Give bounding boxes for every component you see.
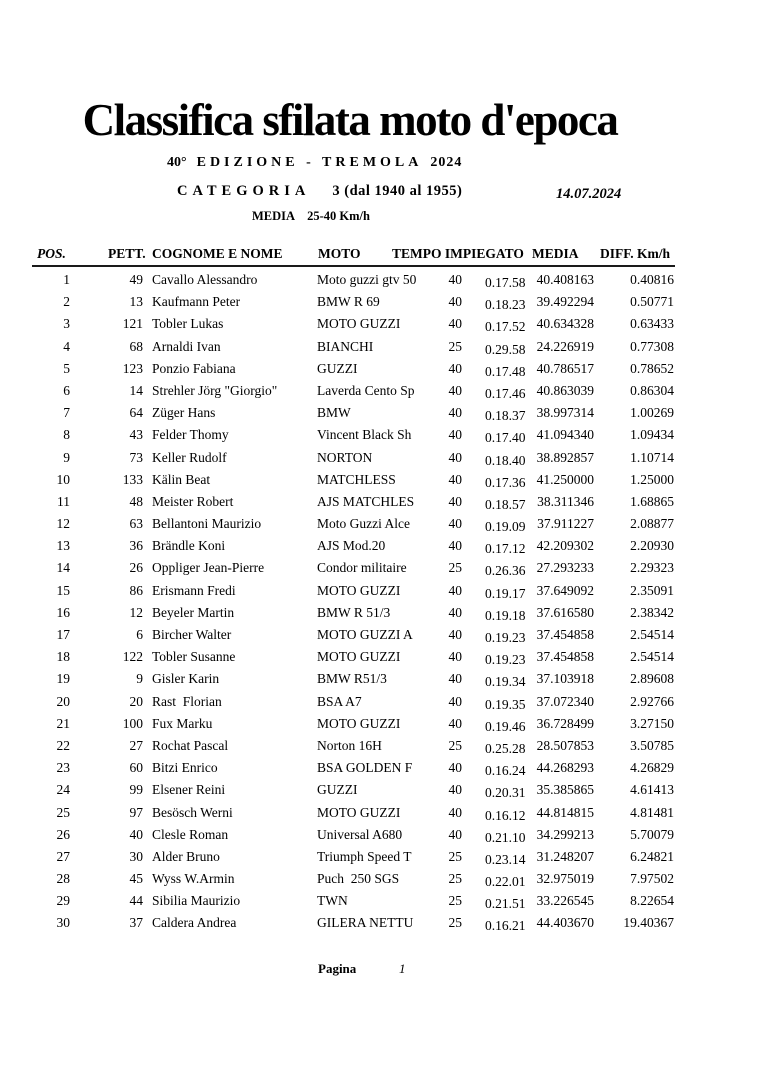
cell-bib-number: 121	[122, 316, 143, 332]
cell-difference: 1.68865	[630, 493, 674, 509]
cell-target-speed: 40	[448, 316, 462, 332]
column-header-pett: PETT.	[108, 246, 146, 261]
header-divider-line	[32, 265, 675, 267]
cell-bib-number: 30	[129, 848, 143, 864]
cell-bib-number: 27	[129, 737, 143, 753]
cell-position: 17	[56, 627, 70, 642]
cell-bib-number: 44	[129, 893, 143, 909]
cell-bib-number: 49	[129, 272, 143, 287]
cell-difference: 4.61413	[630, 782, 674, 798]
cell-difference: 0.77308	[630, 338, 674, 354]
cell-target-speed: 25	[448, 848, 462, 864]
table-row	[32, 691, 674, 713]
cell-average: 37.454858	[536, 627, 594, 642]
cell-position: 26	[56, 826, 70, 842]
cell-position: 20	[56, 693, 70, 709]
cell-rider-name: Caldera Andrea	[152, 915, 237, 931]
cell-rider-name: Arnaldi Ivan	[152, 338, 221, 354]
cell-bib-number: 99	[129, 782, 143, 798]
cell-bib-number: 68	[129, 338, 143, 354]
cell-time: 0.16.12	[485, 807, 526, 823]
cell-position: 25	[56, 804, 70, 820]
cell-motorcycle: Moto Guzzi Alce	[317, 516, 410, 532]
cell-target-speed: 25	[448, 871, 462, 887]
cell-average: 41.094340	[536, 427, 594, 443]
cell-motorcycle: BMW R 51/3	[317, 604, 391, 620]
cell-difference: 1.00269	[630, 405, 674, 421]
cell-time: 0.29.58	[485, 341, 526, 357]
column-header-pos: POS.	[37, 246, 66, 261]
cell-time: 0.19.46	[485, 718, 526, 734]
cell-target-speed: 25	[448, 893, 462, 909]
column-header-media: MEDIA	[532, 246, 579, 261]
cell-bib-number: 13	[129, 294, 143, 310]
table-row	[32, 757, 674, 779]
cell-position: 28	[56, 871, 70, 887]
cell-target-speed: 40	[448, 582, 462, 598]
cell-position: 23	[56, 760, 70, 776]
cell-rider-name: Beyeler Martin	[152, 604, 235, 620]
table-row	[32, 668, 674, 690]
cell-position: 22	[56, 737, 70, 753]
table-row	[32, 269, 674, 291]
cell-bib-number: 37	[129, 915, 143, 931]
cell-average: 44.268293	[536, 760, 594, 776]
cell-position: 1	[63, 272, 70, 287]
cell-motorcycle: MOTO GUZZI	[317, 804, 401, 820]
cell-target-speed: 25	[448, 737, 462, 753]
cell-average: 28.507853	[536, 737, 594, 753]
cell-difference: 2.54514	[630, 627, 674, 642]
cell-difference: 2.20930	[630, 538, 674, 554]
table-row	[32, 580, 674, 602]
cell-time: 0.17.48	[485, 363, 526, 379]
results-table-body	[32, 269, 674, 935]
cell-motorcycle: AJS Mod.20	[317, 538, 386, 554]
cell-motorcycle: Universal A680	[317, 826, 403, 842]
cell-difference: 1.09434	[630, 427, 674, 443]
table-row	[32, 624, 674, 646]
cell-motorcycle: Moto guzzi gtv 50	[317, 272, 417, 287]
cell-average: 36.728499	[536, 715, 594, 731]
cell-rider-name: Keller Rudolf	[152, 449, 227, 465]
cell-position: 3	[63, 316, 70, 332]
cell-position: 9	[63, 449, 70, 465]
cell-difference: 5.70079	[630, 826, 674, 842]
cell-target-speed: 40	[448, 516, 462, 532]
cell-rider-name: Oppliger Jean-Pierre	[152, 560, 265, 576]
table-row	[32, 846, 674, 868]
cell-position: 21	[56, 715, 70, 731]
cell-bib-number: 26	[129, 560, 143, 576]
media-value: 25-40 Km/h	[307, 209, 370, 223]
table-row	[32, 602, 674, 624]
cell-target-speed: 40	[448, 826, 462, 842]
cell-target-speed: 40	[448, 427, 462, 443]
table-row	[32, 513, 674, 535]
cell-difference: 3.27150	[630, 715, 674, 731]
cell-bib-number: 48	[129, 493, 143, 509]
cell-average: 35.385865	[536, 782, 594, 798]
cell-difference: 0.40816	[630, 272, 674, 287]
category-subtitle	[177, 183, 462, 200]
cell-average: 37.911227	[537, 516, 594, 532]
cell-target-speed: 40	[448, 760, 462, 776]
cell-motorcycle: MOTO GUZZI A	[317, 627, 413, 642]
cell-rider-name: Rast Florian	[152, 693, 222, 709]
cell-time: 0.20.31	[485, 785, 526, 801]
cell-average: 40.786517	[536, 360, 594, 376]
cell-target-speed: 40	[448, 604, 462, 620]
cell-difference: 3.50785	[630, 737, 674, 753]
cell-time: 0.16.21	[485, 918, 526, 934]
edition-text: EDIZIONE - TREMOLA	[196, 155, 423, 170]
cell-rider-name: Tobler Lukas	[152, 316, 224, 332]
cell-target-speed: 40	[448, 649, 462, 665]
cell-average: 31.248207	[536, 848, 594, 864]
cell-rider-name: Züger Hans	[152, 405, 216, 421]
cell-average: 24.226919	[536, 338, 594, 354]
cell-bib-number: 20	[129, 693, 143, 709]
cell-motorcycle: BIANCHI	[317, 338, 374, 354]
cell-rider-name: Wyss W.Armin	[152, 871, 235, 887]
page-title: Classifica sfilata moto d'epoca	[82, 95, 618, 145]
cell-target-speed: 40	[448, 627, 462, 642]
cell-difference: 2.54514	[630, 649, 674, 665]
table-row	[32, 802, 674, 824]
cell-rider-name: Tobler Susanne	[152, 649, 236, 665]
cell-difference: 0.78652	[630, 360, 674, 376]
cell-time: 0.19.23	[485, 630, 526, 645]
cell-difference: 0.86304	[630, 382, 674, 398]
cell-bib-number: 14	[129, 382, 143, 398]
cell-time: 0.19.35	[485, 696, 526, 712]
cell-average: 44.814815	[536, 804, 594, 820]
cell-position: 7	[63, 405, 70, 421]
cell-position: 29	[56, 893, 70, 909]
cell-difference: 6.24821	[630, 848, 674, 864]
cell-rider-name: Kaufmann Peter	[152, 294, 241, 310]
cell-time: 0.19.23	[485, 652, 526, 668]
cell-difference: 2.89608	[630, 671, 674, 687]
cell-target-speed: 40	[448, 804, 462, 820]
table-row	[32, 291, 674, 313]
cell-average: 41.250000	[536, 471, 594, 487]
column-header-diff: DIFF. Km/h	[600, 246, 671, 261]
cell-rider-name: Elsener Reini	[152, 782, 226, 798]
cell-motorcycle: Norton 16H	[317, 737, 382, 753]
cell-motorcycle: MOTO GUZZI	[317, 316, 401, 332]
cell-target-speed: 40	[448, 294, 462, 310]
cell-average: 27.293233	[536, 560, 594, 576]
cell-average: 42.209302	[536, 538, 594, 554]
cell-motorcycle: Vincent Black Sh	[317, 427, 412, 443]
cell-average: 37.072340	[536, 693, 594, 709]
cell-difference: 19.40367	[623, 915, 674, 931]
cell-rider-name: Cavallo Alessandro	[152, 272, 258, 287]
cell-time: 0.16.24	[485, 763, 526, 779]
table-row	[32, 713, 674, 735]
cell-bib-number: 6	[136, 627, 143, 642]
cell-bib-number: 123	[122, 360, 143, 376]
cell-bib-number: 122	[122, 649, 143, 665]
cell-bib-number: 36	[129, 538, 143, 554]
cell-motorcycle: GUZZI	[317, 782, 358, 798]
cell-motorcycle: BMW R 69	[317, 294, 380, 310]
cell-time: 0.17.58	[485, 275, 526, 290]
cell-average: 40.863039	[536, 382, 594, 398]
cell-rider-name: Meister Robert	[152, 493, 234, 509]
cell-rider-name: Bellantoni Maurizio	[152, 516, 262, 532]
cell-rider-name: Kälin Beat	[152, 471, 211, 487]
cell-position: 10	[56, 471, 70, 487]
table-row	[32, 402, 674, 424]
cell-difference: 1.25000	[630, 471, 674, 487]
cell-bib-number: 64	[129, 405, 143, 421]
cell-motorcycle: MOTO GUZZI	[317, 715, 401, 731]
table-row	[32, 779, 674, 801]
cell-motorcycle: GUZZI	[317, 360, 358, 376]
cell-average: 37.616580	[536, 604, 594, 620]
cell-position: 2	[63, 294, 70, 310]
cell-position: 14	[56, 560, 70, 576]
cell-rider-name: Rochat Pascal	[152, 737, 229, 753]
cell-motorcycle: MATCHLESS	[317, 471, 396, 487]
column-header-moto: MOTO	[318, 246, 361, 261]
media-subtitle	[252, 209, 370, 224]
cell-difference: 7.97502	[630, 871, 674, 887]
table-row	[32, 447, 674, 469]
cell-average: 37.649092	[536, 582, 594, 598]
table-row	[32, 890, 674, 912]
cell-average: 39.492294	[536, 294, 594, 310]
cell-average: 33.226545	[536, 893, 594, 909]
cell-time: 0.22.01	[485, 874, 526, 890]
cell-target-speed: 25	[448, 915, 462, 931]
cell-bib-number: 100	[122, 715, 143, 731]
footer-page-number: 1	[399, 961, 406, 976]
table-row	[32, 313, 674, 335]
cell-motorcycle: Laverda Cento Sp	[317, 382, 415, 398]
cell-bib-number: 97	[129, 804, 143, 820]
cell-time: 0.17.40	[485, 430, 526, 446]
table-row	[32, 868, 674, 890]
cell-target-speed: 25	[448, 338, 462, 354]
cell-position: 15	[56, 582, 70, 598]
cell-rider-name: Strehler Jörg "Giorgio"	[152, 382, 278, 398]
cell-time: 0.18.23	[485, 297, 526, 313]
cell-bib-number: 86	[129, 582, 143, 598]
cell-time: 0.17.46	[485, 385, 526, 401]
table-row	[32, 491, 674, 513]
cell-position: 13	[56, 538, 70, 554]
media-label: MEDIA	[252, 209, 296, 223]
cell-time: 0.26.36	[485, 563, 526, 579]
cell-target-speed: 40	[448, 471, 462, 487]
cell-target-speed: 25	[448, 560, 462, 576]
cell-target-speed: 40	[448, 671, 462, 687]
cell-bib-number: 63	[129, 516, 143, 532]
table-row	[32, 912, 674, 934]
cell-average: 40.408163	[536, 272, 594, 287]
cell-rider-name: Erismann Fredi	[152, 582, 236, 598]
page-footer	[0, 961, 764, 979]
table-row	[32, 469, 674, 491]
table-row	[32, 735, 674, 757]
cell-target-speed: 40	[448, 538, 462, 554]
cell-time: 0.19.34	[485, 674, 526, 690]
cell-time: 0.17.52	[485, 319, 526, 335]
cell-difference: 1.10714	[630, 449, 674, 465]
cell-motorcycle: Triumph Speed T	[317, 848, 412, 864]
cell-motorcycle: TWN	[317, 893, 348, 909]
cell-rider-name: Bircher Walter	[152, 627, 232, 642]
cell-target-speed: 40	[448, 382, 462, 398]
cell-difference: 2.08877	[630, 516, 674, 532]
cell-position: 5	[63, 360, 70, 376]
cell-position: 18	[56, 649, 70, 665]
table-row	[32, 557, 674, 579]
column-header-tempo: TEMPO IMPIEGATO	[392, 246, 524, 261]
cell-difference: 4.26829	[630, 760, 674, 776]
cell-time: 0.21.51	[485, 896, 526, 912]
cell-motorcycle: MOTO GUZZI	[317, 649, 401, 665]
cell-difference: 0.50771	[630, 294, 674, 310]
cell-rider-name: Ponzio Fabiana	[152, 360, 236, 376]
cell-time: 0.18.37	[485, 408, 526, 424]
cell-rider-name: Bitzi Enrico	[152, 760, 218, 776]
cell-position: 16	[56, 604, 70, 620]
table-row	[32, 424, 674, 446]
cell-position: 30	[56, 915, 70, 931]
cell-time: 0.19.09	[485, 519, 526, 535]
table-header-row	[0, 246, 764, 262]
cell-position: 6	[63, 382, 70, 398]
cell-motorcycle: Condor militaire	[317, 560, 407, 576]
table-row	[32, 380, 674, 402]
cell-difference: 0.63433	[630, 316, 674, 332]
cell-rider-name: Felder Thomy	[152, 427, 229, 443]
cell-difference: 4.81481	[630, 804, 674, 820]
column-header-name: COGNOME E NOME	[152, 246, 283, 261]
cell-rider-name: Brändle Koni	[152, 538, 226, 554]
cell-rider-name: Sibilia Maurizio	[152, 893, 241, 909]
category-label: CATEGORIA	[177, 183, 311, 199]
cell-motorcycle: BMW	[317, 405, 351, 421]
cell-time: 0.25.28	[485, 740, 526, 756]
cell-position: 4	[63, 338, 70, 354]
cell-average: 37.103918	[536, 671, 594, 687]
table-row	[32, 358, 674, 380]
cell-difference: 2.35091	[630, 582, 674, 598]
cell-position: 27	[56, 848, 70, 864]
cell-position: 11	[57, 493, 70, 509]
cell-time: 0.23.14	[485, 851, 526, 867]
table-row	[32, 646, 674, 668]
cell-target-speed: 40	[448, 360, 462, 376]
cell-bib-number: 133	[122, 471, 143, 487]
edition-prefix: 40°	[167, 155, 187, 170]
cell-bib-number: 43	[129, 427, 143, 443]
cell-bib-number: 73	[129, 449, 143, 465]
cell-time: 0.19.18	[485, 607, 526, 623]
cell-difference: 8.22654	[630, 893, 674, 909]
table-row	[32, 824, 674, 846]
cell-target-speed: 40	[448, 782, 462, 798]
cell-target-speed: 40	[448, 715, 462, 731]
cell-bib-number: 45	[129, 871, 143, 887]
cell-motorcycle: MOTO GUZZI	[317, 582, 401, 598]
cell-rider-name: Fux Marku	[152, 715, 213, 731]
cell-motorcycle: GILERA NETTU	[317, 915, 414, 931]
cell-target-speed: 40	[448, 493, 462, 509]
cell-difference: 2.38342	[630, 604, 674, 620]
cell-time: 0.18.57	[485, 496, 526, 512]
table-row	[32, 336, 674, 358]
cell-average: 38.892857	[536, 449, 594, 465]
cell-position: 24	[56, 782, 70, 798]
cell-average: 40.634328	[536, 316, 594, 332]
cell-bib-number: 60	[129, 760, 143, 776]
cell-average: 44.403670	[536, 915, 594, 931]
cell-target-speed: 40	[448, 272, 462, 287]
cell-time: 0.21.10	[485, 829, 526, 845]
cell-position: 19	[56, 671, 70, 687]
cell-time: 0.17.36	[485, 474, 526, 490]
cell-average: 37.454858	[536, 649, 594, 665]
cell-target-speed: 40	[448, 405, 462, 421]
cell-average: 38.997314	[536, 405, 594, 421]
cell-motorcycle: BMW R51/3	[317, 671, 387, 687]
cell-bib-number: 40	[129, 826, 143, 842]
cell-rider-name: Clesle Roman	[152, 826, 229, 842]
edition-year: 2024	[430, 155, 463, 170]
cell-difference: 2.92766	[630, 693, 674, 709]
cell-target-speed: 40	[448, 693, 462, 709]
cell-motorcycle: BSA GOLDEN F	[317, 760, 413, 776]
edition-subtitle	[167, 155, 462, 171]
cell-rider-name: Gisler Karin	[152, 671, 220, 687]
document-date: 14.07.2024	[556, 186, 622, 202]
cell-rider-name: Alder Bruno	[152, 848, 220, 864]
cell-motorcycle: Puch 250 SGS	[317, 871, 400, 887]
cell-motorcycle: BSA A7	[317, 693, 362, 709]
table-row	[32, 535, 674, 557]
cell-average: 32.975019	[536, 871, 594, 887]
cell-average: 38.311346	[537, 493, 594, 509]
cell-motorcycle: NORTON	[317, 449, 373, 465]
cell-time: 0.17.12	[485, 541, 526, 557]
cell-bib-number: 9	[136, 671, 143, 687]
cell-position: 8	[63, 427, 70, 443]
cell-target-speed: 40	[448, 449, 462, 465]
cell-difference: 2.29323	[630, 560, 674, 576]
footer-page-label: Pagina	[318, 961, 357, 976]
cell-rider-name: Besösch Werni	[152, 804, 233, 820]
cell-average: 34.299213	[536, 826, 594, 842]
cell-time: 0.18.40	[485, 452, 526, 468]
cell-position: 12	[56, 516, 70, 532]
cell-time: 0.19.17	[485, 585, 526, 601]
cell-bib-number: 12	[129, 604, 143, 620]
category-value: 3 (dal 1940 al 1955)	[332, 183, 463, 199]
cell-motorcycle: AJS MATCHLES	[317, 493, 415, 509]
